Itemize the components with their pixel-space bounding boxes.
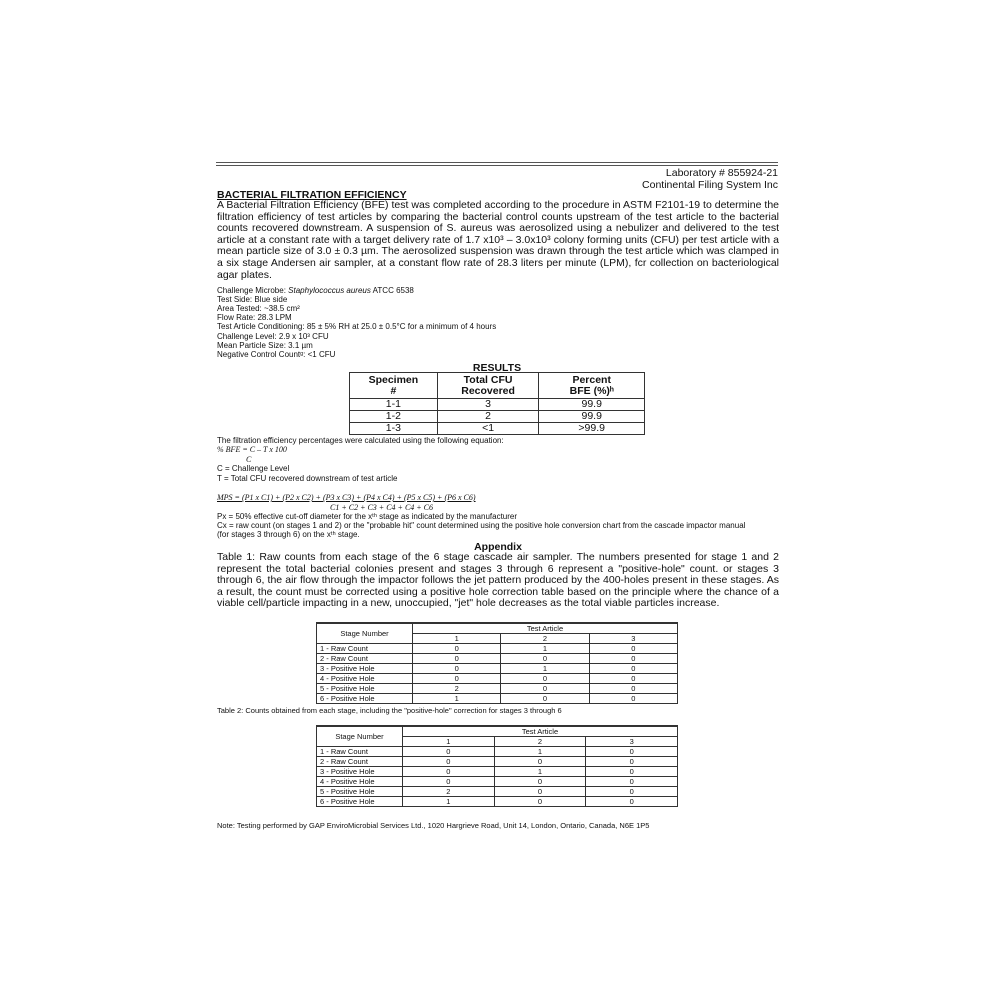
bfe-cell: >99.9 bbox=[539, 423, 645, 435]
stage-cell: 1 - Raw Count bbox=[317, 747, 403, 757]
table1-stage-header: Stage Number bbox=[317, 623, 413, 644]
mps-equation-denominator: C1 + C2 + C3 + C4 + C4 + C6 bbox=[330, 503, 434, 512]
table2-row bbox=[317, 797, 678, 807]
table1-row bbox=[317, 644, 678, 654]
stage-cell: 3 - Positive Hole bbox=[317, 664, 413, 674]
value-cell: 0 bbox=[589, 694, 677, 704]
intro-paragraph: A Bacterial Filtration Efficiency (BFE) test was completed according to the procedure in ASTM F2101-19 to determine the filtration efficiency of test articles by comparing the bacterial control counts upstream of the test article to the bacterial counts recovered downstream. A suspension of S. aureus was aerosolized using a nebulizer and delivered to the test article at a constant rate with a target delivery rate of 1.7 x10³ – 3.0x10³ colony forming units (CFU) per test article with a mean particle size of 3.0 ± 0.3 µm. The aerosolized suspension was drawn through the test article which was clamped in a six stage Andersen air sampler, at a constant flow rate of 28.3 liters per minute (LPM), fcr collection on bacteriological agar plates. bbox=[217, 199, 779, 281]
stage-cell: 6 - Positive Hole bbox=[317, 797, 403, 807]
value-cell: 0 bbox=[413, 674, 501, 684]
specimen-cell: 1-3 bbox=[350, 423, 438, 435]
value-cell: 1 bbox=[501, 664, 589, 674]
param-area-tested: Area Tested: ~38.5 cm² bbox=[217, 304, 300, 313]
table2-test-article-header: Test Article bbox=[403, 726, 678, 737]
value-cell: 1 bbox=[413, 694, 501, 704]
table2-row bbox=[317, 787, 678, 797]
value-cell: 0 bbox=[403, 767, 495, 777]
value-cell: 0 bbox=[501, 694, 589, 704]
cfu-cell: 3 bbox=[437, 399, 539, 411]
value-cell: 0 bbox=[586, 767, 678, 777]
table1-row bbox=[317, 684, 678, 694]
table2-row bbox=[317, 747, 678, 757]
bfe-cell: 99.9 bbox=[539, 411, 645, 423]
value-cell: 0 bbox=[413, 654, 501, 664]
cfu-cell: 2 bbox=[437, 411, 539, 423]
value-cell: 0 bbox=[589, 684, 677, 694]
lab-number: Laboratory # 855924-21 bbox=[665, 167, 778, 179]
stage-cell: 5 - Positive Hole bbox=[317, 684, 413, 694]
table2-col-header: 2 bbox=[494, 737, 586, 747]
value-cell: 1 bbox=[494, 767, 586, 777]
value-cell: 0 bbox=[586, 787, 678, 797]
value-cell: 0 bbox=[403, 747, 495, 757]
stage-cell: 4 - Positive Hole bbox=[317, 674, 413, 684]
microbe-label: Challenge Microbe: bbox=[217, 286, 289, 295]
value-cell: 0 bbox=[501, 654, 589, 664]
value-cell: 1 bbox=[403, 797, 495, 807]
specimen-cell: 1-2 bbox=[350, 411, 438, 423]
microbe-name: Staphylococcus aureus bbox=[288, 286, 371, 295]
value-cell: 0 bbox=[589, 664, 677, 674]
stage-cell: 6 - Positive Hole bbox=[317, 694, 413, 704]
stage-cell: 2 - Raw Count bbox=[317, 757, 403, 767]
table1-row bbox=[317, 654, 678, 664]
table2 bbox=[316, 725, 678, 807]
value-cell: 2 bbox=[403, 787, 495, 797]
value-cell: 0 bbox=[494, 797, 586, 807]
table1-col-header: 1 bbox=[413, 634, 501, 644]
microbe-suffix: ATCC 6538 bbox=[370, 286, 414, 295]
results-row bbox=[350, 411, 645, 423]
stage-cell: 3 - Positive Hole bbox=[317, 767, 403, 777]
table1-row bbox=[317, 694, 678, 704]
mps-equation: MPS = (P1 x C1) + (P2 x C2) + (P3 x C3) + (P4 x C4) + (P5 x C5) + (P6 x C6) bbox=[217, 493, 476, 502]
company-name: Continental Filing System Inc bbox=[642, 179, 778, 191]
appendix-title: Appendix bbox=[474, 541, 522, 553]
table2-row bbox=[317, 757, 678, 767]
footer-note: Note: Testing performed by GAP EnviroMicrobial Services Ltd., 1020 Hargrieve Road, Unit 14, London, Ontario, Canada, N6E 1P5 bbox=[217, 821, 650, 830]
equation-intro: The filtration efficiency percentages were calculated using the following equation: bbox=[217, 436, 504, 445]
table1-col-header: 3 bbox=[589, 634, 677, 644]
param-conditioning: Test Article Conditioning: 85 ± 5% RH at 25.0 ± 0.5°C for a minimum of 4 hours bbox=[217, 322, 497, 331]
value-cell: 0 bbox=[589, 674, 677, 684]
stage-cell: 5 - Positive Hole bbox=[317, 787, 403, 797]
value-cell: 0 bbox=[501, 684, 589, 694]
table2-row bbox=[317, 767, 678, 777]
header-rule-top bbox=[216, 162, 778, 163]
results-header-row bbox=[350, 373, 645, 399]
value-cell: 0 bbox=[586, 747, 678, 757]
param-test-side: Test Side: Blue side bbox=[217, 295, 288, 304]
value-cell: 0 bbox=[494, 757, 586, 767]
table1-test-article-header: Test Article bbox=[413, 623, 678, 634]
results-title: RESULTS bbox=[472, 362, 522, 374]
t-definition: T = Total CFU recovered downstream of test article bbox=[217, 474, 398, 483]
value-cell: 0 bbox=[586, 757, 678, 767]
value-cell: 0 bbox=[494, 777, 586, 787]
results-table bbox=[349, 372, 645, 435]
stage-cell: 4 - Positive Hole bbox=[317, 777, 403, 787]
appendix-paragraph: Table 1: Raw counts from each stage of the 6 stage cascade air sampler. The numbers presented for stage 1 and 2 represent the total bacterial colonies present and stages 3 through 6 represent a "positive-hole" count. or stages 3 through 6, the air flow through the impactor follows the jet pattern produced by the 400-holes present in these stages. As a result, the count must be corrected using a positive hole correction table based on the principle where the chance of a viable cell/particle impacting in a new, unoccupied, "jet" hole decreases as the total viable particles increase. bbox=[217, 551, 779, 610]
param-microbe bbox=[217, 286, 414, 295]
param-challenge-level: Challenge Level: 2.9 x 10³ CFU bbox=[217, 332, 329, 341]
bfe-cell: 99.9 bbox=[539, 399, 645, 411]
table2-stage-header: Stage Number bbox=[317, 726, 403, 747]
table2-caption: Table 2: Counts obtained from each stage, including the "positive-hole" correction for stages 3 through 6 bbox=[217, 706, 562, 715]
value-cell: 0 bbox=[413, 664, 501, 674]
param-mean-particle-size: Mean Particle Size: 3.1 µm bbox=[217, 341, 313, 350]
table1 bbox=[316, 622, 678, 704]
param-flow-rate: Flow Rate: 28.3 LPM bbox=[217, 313, 292, 322]
table1-col-header: 2 bbox=[501, 634, 589, 644]
c-definition: C = Challenge Level bbox=[217, 464, 290, 473]
value-cell: 0 bbox=[494, 787, 586, 797]
value-cell: 0 bbox=[501, 674, 589, 684]
value-cell: 0 bbox=[589, 654, 677, 664]
value-cell: 1 bbox=[494, 747, 586, 757]
table2-col-header: 1 bbox=[403, 737, 495, 747]
specimen-cell: 1-1 bbox=[350, 399, 438, 411]
cfu-header: Total CFU Recovered bbox=[437, 373, 539, 399]
section-title: BACTERIAL FILTRATION EFFICIENCY bbox=[217, 189, 407, 201]
value-cell: 0 bbox=[589, 644, 677, 654]
stage-cell: 2 - Raw Count bbox=[317, 654, 413, 664]
value-cell: 0 bbox=[403, 757, 495, 767]
cx-definition-cont: (for stages 3 through 6) on the xᵗʰ stage. bbox=[217, 530, 360, 539]
table1-header-row bbox=[317, 623, 678, 634]
header-rule-bottom bbox=[216, 165, 778, 166]
specimen-header: Specimen # bbox=[350, 373, 438, 399]
table2-col-header: 3 bbox=[586, 737, 678, 747]
table2-header-row bbox=[317, 726, 678, 737]
value-cell: 0 bbox=[586, 797, 678, 807]
table2-row bbox=[317, 777, 678, 787]
results-row bbox=[350, 423, 645, 435]
value-cell: 0 bbox=[413, 644, 501, 654]
cfu-cell: <1 bbox=[437, 423, 539, 435]
table1-row bbox=[317, 664, 678, 674]
param-negative-control: Negative Control Countᵍ: <1 CFU bbox=[217, 350, 336, 359]
value-cell: 0 bbox=[403, 777, 495, 787]
stage-cell: 1 - Raw Count bbox=[317, 644, 413, 654]
table1-row bbox=[317, 674, 678, 684]
bfe-equation-denominator: C bbox=[246, 455, 252, 464]
px-definition: Px = 50% effective cut-off diameter for the xᵗʰ stage as indicated by the manufacturer bbox=[217, 512, 518, 521]
value-cell: 0 bbox=[586, 777, 678, 787]
results-row bbox=[350, 399, 645, 411]
bfe-header: Percent BFE (%)ʰ bbox=[539, 373, 645, 399]
cx-definition: Cx = raw count (on stages 1 and 2) or the "probable hit" count determined using the positive hole conversion chart from the cascade impactor manual bbox=[217, 521, 746, 530]
value-cell: 2 bbox=[413, 684, 501, 694]
bfe-equation: % BFE = C – T x 100 bbox=[217, 445, 287, 454]
value-cell: 1 bbox=[501, 644, 589, 654]
